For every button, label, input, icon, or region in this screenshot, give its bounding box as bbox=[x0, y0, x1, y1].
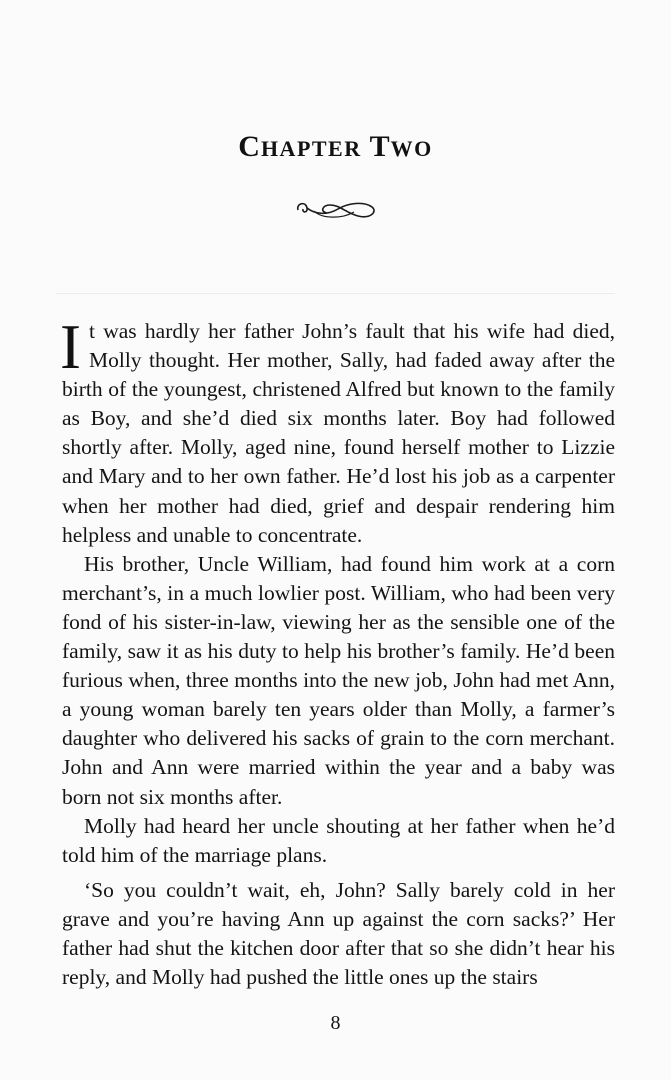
chapter-number-initial: T bbox=[369, 130, 391, 163]
chapter-title bbox=[0, 130, 671, 164]
paragraph-text: t was hardly her father John’s fault that his wife had died, Molly thought. Her mother, Sally, had faded away after the birth of the youngest, christened Alfred but known to the family as Boy, and she’d died six months later. Boy had followed shortly after. Molly, aged nine, found herself mother to Lizzie and Mary and to her own father. He’d lost his job as a carpenter when her mother had died, grief and despair rendering him helpless and unable to concentrate. bbox=[62, 319, 615, 547]
drop-cap: I bbox=[60, 312, 81, 382]
paragraph: Molly had heard her uncle shouting at her father when he’d told him of the marriage plans. bbox=[62, 813, 615, 867]
paragraph: ‘So you couldn’t wait, eh, John? Sally barely cold in her grave and you’re having Ann up against the corn sacks?’ Her father had shut the kitchen door after that so she didn’t hear his reply, and Molly had pushed the little ones up the stairs bbox=[62, 877, 615, 990]
chapter-title-rest: HAPTER bbox=[260, 136, 362, 161]
scroll-flourish-icon bbox=[294, 195, 378, 223]
chapter-title-initial: C bbox=[238, 130, 261, 163]
show-through-rule bbox=[56, 293, 615, 294]
page-number: 8 bbox=[330, 1012, 341, 1034]
chapter-number-rest: WO bbox=[390, 136, 433, 161]
chapter-body bbox=[60, 312, 615, 992]
paragraph bbox=[60, 312, 615, 550]
paragraph: His brother, Uncle William, had found him work at a corn merchant’s, in a much lowlier post. William, who had been very fond of his sister-in-law, viewing her as the sensible one of the family, saw it as his duty to help his brother’s family. He’d been furious when, three months into the new job, John had met Ann, a young woman barely ten years older than Molly, a farmer’s daughter who delivered his sacks of grain to the corn merchant. John and Ann were married within the year and a baby was born not six months after. bbox=[62, 551, 615, 809]
